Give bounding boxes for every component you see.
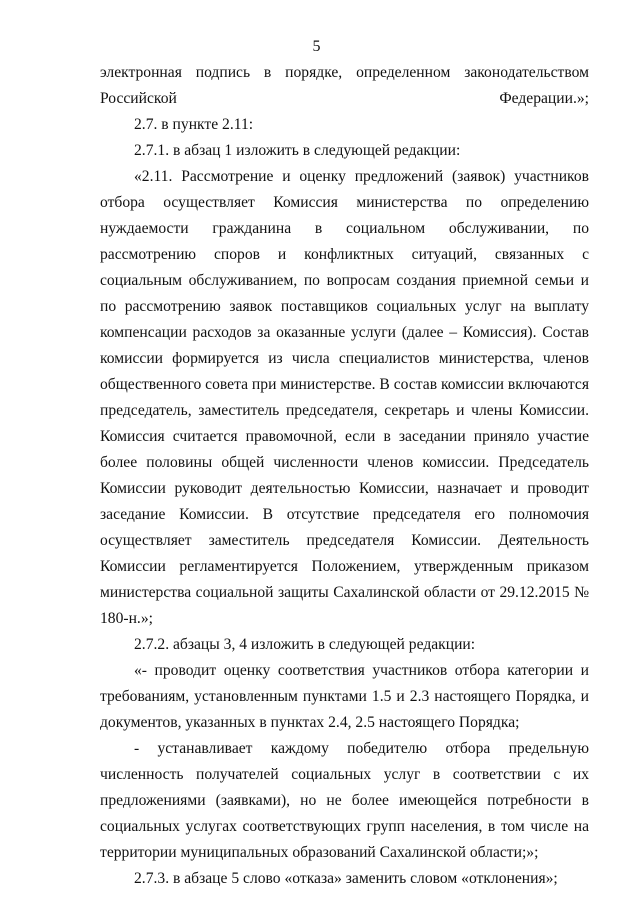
paragraph-quoted-abzac-4: - устанавливает каждому победителю отбора предельную численность получателей социальных услуг в соответствии с их предложениями (заявками), но не более имеющейся потребности в социальных услугах соответствующих групп населения, в том числе на территории муниципальных образований Сахалинской области;»; <box>100 740 589 861</box>
paragraph-item-2-7-3: 2.7.3. в абзаце 5 слово «отказа» заменить словом «отклонения»; <box>134 870 558 887</box>
paragraph-quoted-abzac-3: «- проводит оценку соответствия участников отбора категории и требованиям, установленным пунктами 1.5 и 2.3 настоящего Порядка, и документов, указанных в пунктах 2.4, 2.5 настоящего Порядка; <box>100 662 589 731</box>
paragraph-item-2-7-1: 2.7.1. в абзац 1 изложить в следующей редакции: <box>134 142 461 159</box>
paragraph-item-2-7-2: 2.7.2. абзацы 3, 4 изложить в следующей редакции: <box>134 636 476 653</box>
document-body <box>100 60 589 892</box>
paragraph-item-2-7: 2.7. в пункте 2.11: <box>134 116 254 133</box>
page-number: 5 <box>312 38 321 55</box>
paragraph-quoted-2-11: «2.11. Рассмотрение и оценку предложений (заявок) участников отбора осуществляет Комиссия министерства по определению нуждаемости гражданина в социальном обслуживании, по рассмотрению споров и конфликтных ситуаций, связанных с социальным обслуживанием, по вопросам создания приемной семьи и по рассмотрению заявок поставщиков социальных услуг на выплату компенсации расходов за оказанные услуги (далее – Комиссия). Состав комиссии формируется из числа специалистов министерства, членов общественного совета при министерстве. В состав комиссии включаются председатель, заместитель председателя, секретарь и члены Комиссии. Комиссия считается правомочной, если в заседании приняло участие более половины общей численности членов комиссии. Председатель Комиссии руководит деятельностью Комиссии, назначает и проводит заседание Комиссии. В отсутствие председателя его полномочия осуществляет заместитель председателя Комиссии. Деятельность Комиссии регламентируется Положением, утвержденным приказом министерства социальной защиты Сахалинской области от 29.12.2015 № 180-н.»; <box>100 168 589 627</box>
paragraph-continuation: электронная подпись в порядке, определенном законодательством Российской Федерации.»; <box>100 64 589 107</box>
